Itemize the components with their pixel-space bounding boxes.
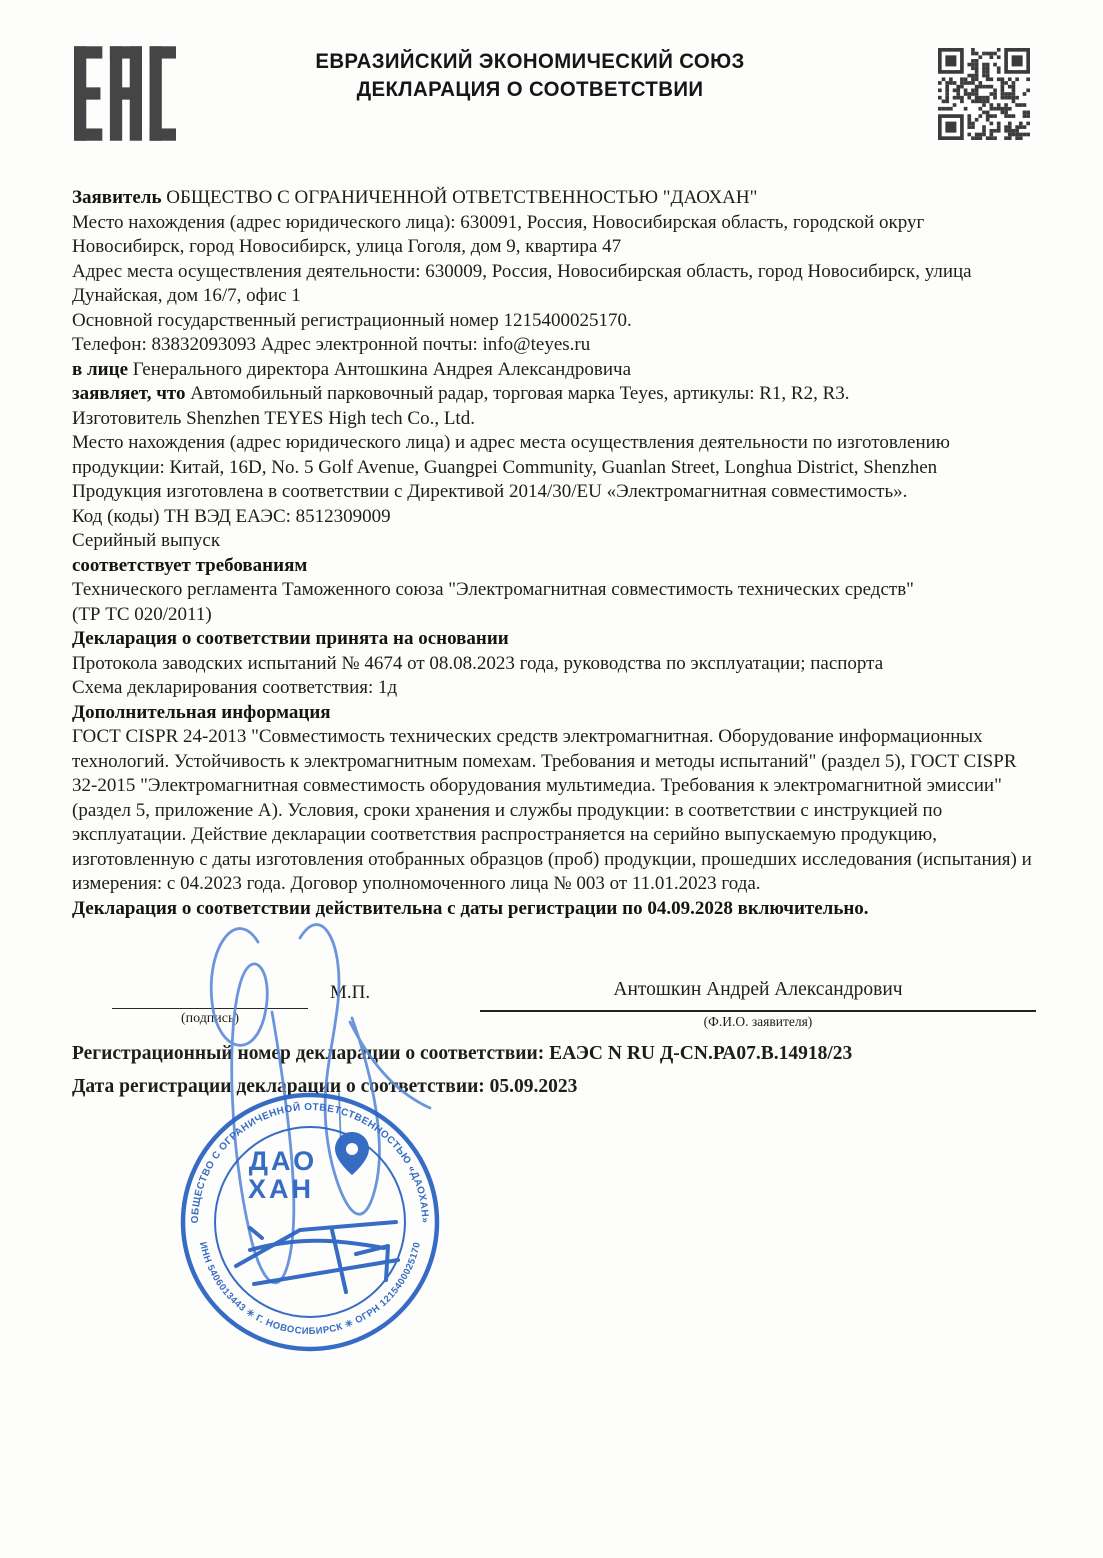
tnved-code-line: Код (коды) ТН ВЭД ЕАЭС: 8512309009 <box>72 505 391 527</box>
applicant-legal-address: Место нахождения (адрес юридического лица): 630091, Россия, Новосибирская область, городской округ Новосибирск, город Новосибирск, улица Гоголя, дом 9, квартира 47 <box>72 211 925 257</box>
document-header <box>171 48 889 104</box>
additional-text: ГОСТ CISPR 24-2013 "Совместимость технических средств электромагнитная. Оборудование информационных технологий. Устойчивость к электромагнитным помехам. Требования и методы испытаний" (раздел 5), ГОСТ CISPR 32-2015 "Электромагнитная совместимость оборудования мультимедиа. Требования к электромагнитной эмиссии" (раздел 5, приложение А). Условия, сроки хранения и службы продукции: в соответствии с инструкцией по эксплуатации. Действие декларации соответствия распространяется на серийно выпускаемую продукцию, изготовленную с даты изготовления отобранных образцов (проб) продукции, прошедших исследования (испытания) и измерения: с 04.2023 года. Договор уполномоченного лица № 003 от 11.01.2023 года. <box>72 726 1032 894</box>
represented-by-name: Генерального директора Антошкина Андрея Александровича <box>132 358 632 380</box>
eac-logo <box>74 44 176 143</box>
complies-text: Технического регламента Таможенного союза "Электромагнитная совместимость технических средств" <box>72 579 914 600</box>
company-stamp <box>183 1095 437 1349</box>
basis-heading: Декларация о соответствии принята на основании <box>72 628 509 649</box>
stamp-sketch-drawing <box>236 1222 398 1292</box>
manufacturer-address: Место нахождения (адрес юридического лица) и адрес места осуществления деятельности по изготовлению продукции: Китай, 16D, No. 5 Golf Avenue, Guangpei Community, Guanlan Street, Longhua District, Shenzhen <box>72 432 950 478</box>
stamp-center-line1: ДАО <box>248 1146 318 1176</box>
represented-by-label: в лице <box>72 358 128 380</box>
additional-heading: Дополнительная информация <box>72 701 331 723</box>
svg-text:ИНН 5406013443 ✳ Г. НОВОСИБИРС <box>197 1241 423 1337</box>
applicant-activity-address: Адрес места осуществления деятельности: 630009, Россия, Новосибирская область, город Новосибирск, улица Дунайская, дом 16/7, офис 1 <box>72 260 972 306</box>
document-title: ДЕКЛАРАЦИЯ О СООТВЕТСТВИИ <box>356 78 704 101</box>
stamp-ring-bottom-text: ИНН 5406013443 ✳ Г. НОВОСИБИРСК ✳ ОГРН 1215400025170 <box>196 1240 424 1338</box>
validity-line: Декларация о соответствии действительна с даты регистрации по 04.09.2028 включительно. <box>72 897 869 919</box>
signature-line <box>112 1008 308 1009</box>
declares-label: заявляет, что <box>72 383 186 404</box>
applicant-representative <box>72 358 1032 383</box>
applicant-label: Заявитель <box>72 187 162 208</box>
handwritten-signature <box>211 925 430 1283</box>
directive-line: Продукция изготовлена в соответствии с Директивой 2014/30/EU «Электромагнитная совместимость». <box>72 481 908 502</box>
additional-info-block <box>72 701 1032 897</box>
basis-block <box>72 627 1032 701</box>
applicant-fullname: Антошкин Андрей Александрович <box>613 979 903 1000</box>
registration-number-line: Регистрационный номер декларации о соответствии: ЕАЭС N RU Д-CN.РА07.В.14918/23 <box>72 1043 853 1064</box>
fullname-caption: (Ф.И.О. заявителя) <box>703 1014 813 1029</box>
fullname-line <box>480 1010 1036 1012</box>
declares-line <box>72 382 1032 407</box>
applicant-block <box>72 186 1032 382</box>
svg-text:ОБЩЕСТВО С ОГРАНИЧЕННОЙ ОТВЕТС <box>190 1100 430 1223</box>
document-body <box>72 186 1032 921</box>
union-title: ЕВРАЗИЙСКИЙ ЭКОНОМИЧЕСКИЙ СОЮЗ <box>315 50 745 73</box>
product-block <box>72 382 1032 505</box>
code-block <box>72 505 1032 628</box>
stamp-place-label: М.П. <box>330 982 371 1003</box>
complies-heading: соответствует требованиям <box>72 554 308 576</box>
applicant-ogrn: Основной государственный регистрационный номер 1215400025170. <box>72 309 632 331</box>
map-pin-icon <box>335 1132 369 1175</box>
product-description: Автомобильный парковочный радар, торговая марка Teyes, артикулы: R1, R2, R3. <box>190 383 850 404</box>
registration-date-line: Дата регистрации декларации о соответствии: 05.09.2023 <box>72 1076 578 1097</box>
stamp-ring-top-text: ОБЩЕСТВО С ОГРАНИЧЕННОЙ ОТВЕТСТВЕННОСТЬЮ «ДАОХАН» <box>189 1101 431 1224</box>
stamp-center-line2: ХАН <box>247 1174 315 1204</box>
basis-text-1: Протокола заводских испытаний № 4674 от 08.08.2023 года, руководства по эксплуатации; паспорта <box>72 652 884 674</box>
applicant-line <box>72 186 1032 211</box>
signature-caption: (подпись) <box>180 1011 240 1026</box>
qr-code-icon <box>938 48 1030 140</box>
applicant-contacts: Телефон: 83832093093 Адрес электронной почты: info@teyes.ru <box>72 334 591 355</box>
serial-line: Серийный выпуск <box>72 530 221 551</box>
complies-text-2: (ТР ТС 020/2011) <box>72 603 212 625</box>
applicant-name: ОБЩЕСТВО С ОГРАНИЧЕННОЙ ОТВЕТСТВЕННОСТЬЮ "ДАОХАН" <box>166 187 758 208</box>
manufacturer-line: Изготовитель Shenzhen TEYES High tech Co., Ltd. <box>72 407 475 429</box>
basis-text-2: Схема декларирования соответствия: 1д <box>72 677 398 698</box>
